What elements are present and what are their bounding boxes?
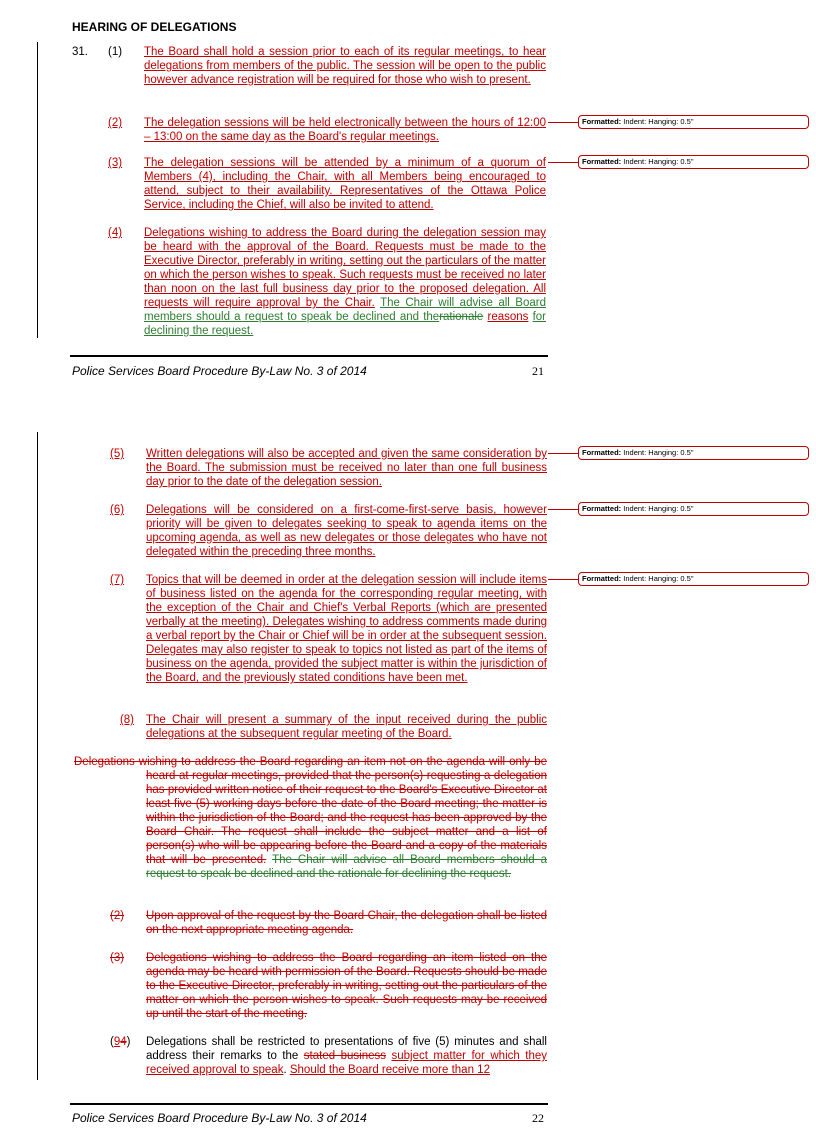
para-2-number: (2) <box>108 117 123 129</box>
para-9-inserted-digit: 9 <box>113 1036 121 1048</box>
footer-rule <box>70 355 548 357</box>
para-1-text: The Board shall hold a session prior to each of its regular meetings, to hear delegations from members of the public. The session will be open to the public however advance registration will be required for those who wish to present. <box>144 46 546 86</box>
format-comment-bubble[interactable] <box>578 115 809 129</box>
section-heading: HEARING OF DELEGATIONS <box>72 20 237 34</box>
para-4-deleted-word: rationale <box>439 311 484 323</box>
para-7-text: Topics that will be deemed in order at the delegation session will include items of business listed on the agenda for the corresponding regular meeting, with the exception of the Chair and Chief's Verbal Reports (which are presented verbally at the meeting). Delegates wishing to address comments made during a verbal report by the Chair or Chief will be in order at the subsequent session. Delegates may also register to speak to topics not listed as part of the items of business on the agenda, provided the subject matter is within the jurisdiction of the Board, and the previously stated conditions have been met. <box>146 574 547 684</box>
change-bar <box>37 432 38 1080</box>
deleted-para-2-text: Upon approval of the request by the Board Chair, the delegation shall be listed on the next appropriate meeting agenda. <box>146 910 547 936</box>
footer-rule <box>70 1103 548 1105</box>
para-3-number: (3) <box>108 157 123 169</box>
comment-leader-line <box>548 162 578 163</box>
format-comment-bubble[interactable] <box>578 572 809 586</box>
para-8-number: (8) <box>119 714 134 726</box>
para-9-open-paren: ( <box>110 1036 114 1048</box>
page-number: 21 <box>532 364 544 378</box>
page-break <box>0 390 816 404</box>
para-4-text <box>144 226 546 338</box>
para-9-inserted-text: subject matter for which they received approval to speak <box>146 1050 547 1076</box>
para-4-number: (4) <box>108 227 123 239</box>
comment-text: Indent: Hanging: 0.5" <box>623 448 694 457</box>
format-comment-bubble[interactable] <box>578 502 809 516</box>
page-number: 22 <box>532 1111 544 1125</box>
page-21 <box>0 0 816 390</box>
comment-leader-line <box>548 579 578 580</box>
change-bar <box>37 42 38 338</box>
para-9-deleted-digit: 4 <box>120 1036 127 1048</box>
comment-label: Formatted: <box>582 574 622 583</box>
para-9-deleted-text: stated business <box>303 1050 386 1062</box>
comment-label: Formatted: <box>582 157 622 166</box>
para-8-text: The Chair will present a summary of the input received during the public delegations at the subsequent regular meeting of the Board. <box>146 714 547 740</box>
para-3-text: The delegation sessions will be attended by a minimum of a quorum of Members (4), including the Chair, with all Members being encouraged to attend, subject to their availability. Representatives of the Ottawa Police Service, including the Chief, will also be invited to attend. <box>144 157 546 211</box>
para-7-number: (7) <box>110 574 125 586</box>
para-9-close-paren: ) <box>126 1036 131 1048</box>
comment-leader-line <box>548 453 578 454</box>
section-number: 31. <box>72 46 88 58</box>
footer-title: Police Services Board Procedure By-Law No. 3 of 2014 <box>72 1111 367 1125</box>
comment-label: Formatted: <box>582 117 622 126</box>
para-9-period: . <box>283 1064 287 1076</box>
para-9-text <box>146 1035 547 1077</box>
para-6-text: Delegations will be considered on a first-come-first-serve basis, however priority will be given to delegates seeking to speak to agenda items on the upcoming agenda, as well as new delegates or those delegates who have not delegated within the preceding three months. <box>146 504 547 558</box>
comment-label: Formatted: <box>582 504 622 513</box>
para-6-number: (6) <box>110 504 125 516</box>
para-9-text-start: Delegations shall be restricted to presentations of five (5) minutes and shall address their remarks to the <box>146 1036 547 1062</box>
para-1-number: (1) <box>108 46 123 58</box>
comment-text: Indent: Hanging: 0.5" <box>623 157 694 166</box>
moved-deleted-text: The Chair will advise all Board members should a request to speak be declined and the rationale for declining the request. <box>146 854 547 880</box>
comment-leader-line <box>548 122 578 123</box>
deleted-paragraph-1 <box>74 755 547 881</box>
para-5-number: (5) <box>110 448 125 460</box>
para-9-number <box>110 1035 131 1049</box>
deleted-para-3-number: (3) <box>110 952 125 964</box>
para-4-moved-text: The Chair will advise all Board members should a request to speak be declined and the <box>144 297 546 323</box>
comment-text: Indent: Hanging: 0.5" <box>623 504 694 513</box>
comment-leader-line <box>548 509 578 510</box>
para-4-inserted-word: reasons <box>487 311 529 323</box>
footer-title: Police Services Board Procedure By-Law No. 3 of 2014 <box>72 364 367 378</box>
comment-label: Formatted: <box>582 448 622 457</box>
para-5-text: Written delegations will also be accepted and given the same consideration by the Board. The submission must be received no later than one full business day prior to the date of the delegation session. <box>146 448 547 488</box>
deleted-text: Delegations wishing to address the Board regarding an item not on the agenda will only be heard at regular meetings, provided that the person(s) requesting a delegation has provided written notice of their request to the Board's Executive Director at least five (5) working days before the date of the Board meeting; the matter is within the jurisdiction of the Board; and the request has been approved by the Board Chair. The request shall include the subject matter and a list of person(s) who will be appearing before the Board and a copy of the materials that will be presented. <box>74 756 547 866</box>
para-9-inserted-text-end: Should the Board receive more than 12 <box>289 1064 490 1076</box>
comment-text: Indent: Hanging: 0.5" <box>623 117 694 126</box>
format-comment-bubble[interactable] <box>578 155 809 169</box>
deleted-para-3-text: Delegations wishing to address the Board regarding an item listed on the agenda may be heard with permission of the Board. Requests should be made to the Executive Director, preferably in writing, setting out the particulars of the matter on which the person wishes to speak. Such requests may be received up until the start of the meeting. <box>146 952 547 1020</box>
deleted-para-2-number: (2) <box>110 910 125 922</box>
format-comment-bubble[interactable] <box>578 446 809 460</box>
para-2-text: The delegation sessions will be held electronically between the hours of 12:00 – 13:00 on the same day as the Board's regular meetings. <box>144 117 546 143</box>
comment-text: Indent: Hanging: 0.5" <box>623 574 694 583</box>
para-4-moved-text-end: for declining the request. <box>144 311 546 337</box>
para-4-inserted-text: Delegations wishing to address the Board during the delegation session may be heard with the approval of the Board. Requests must be made to the Executive Director, preferably in writing, setting out the particulars of the matter on which the person wishes to speak. Such requests must be received no later than noon on the last full business day prior to the proposed delegation. All requests will require approval by the Chair. <box>144 227 546 309</box>
